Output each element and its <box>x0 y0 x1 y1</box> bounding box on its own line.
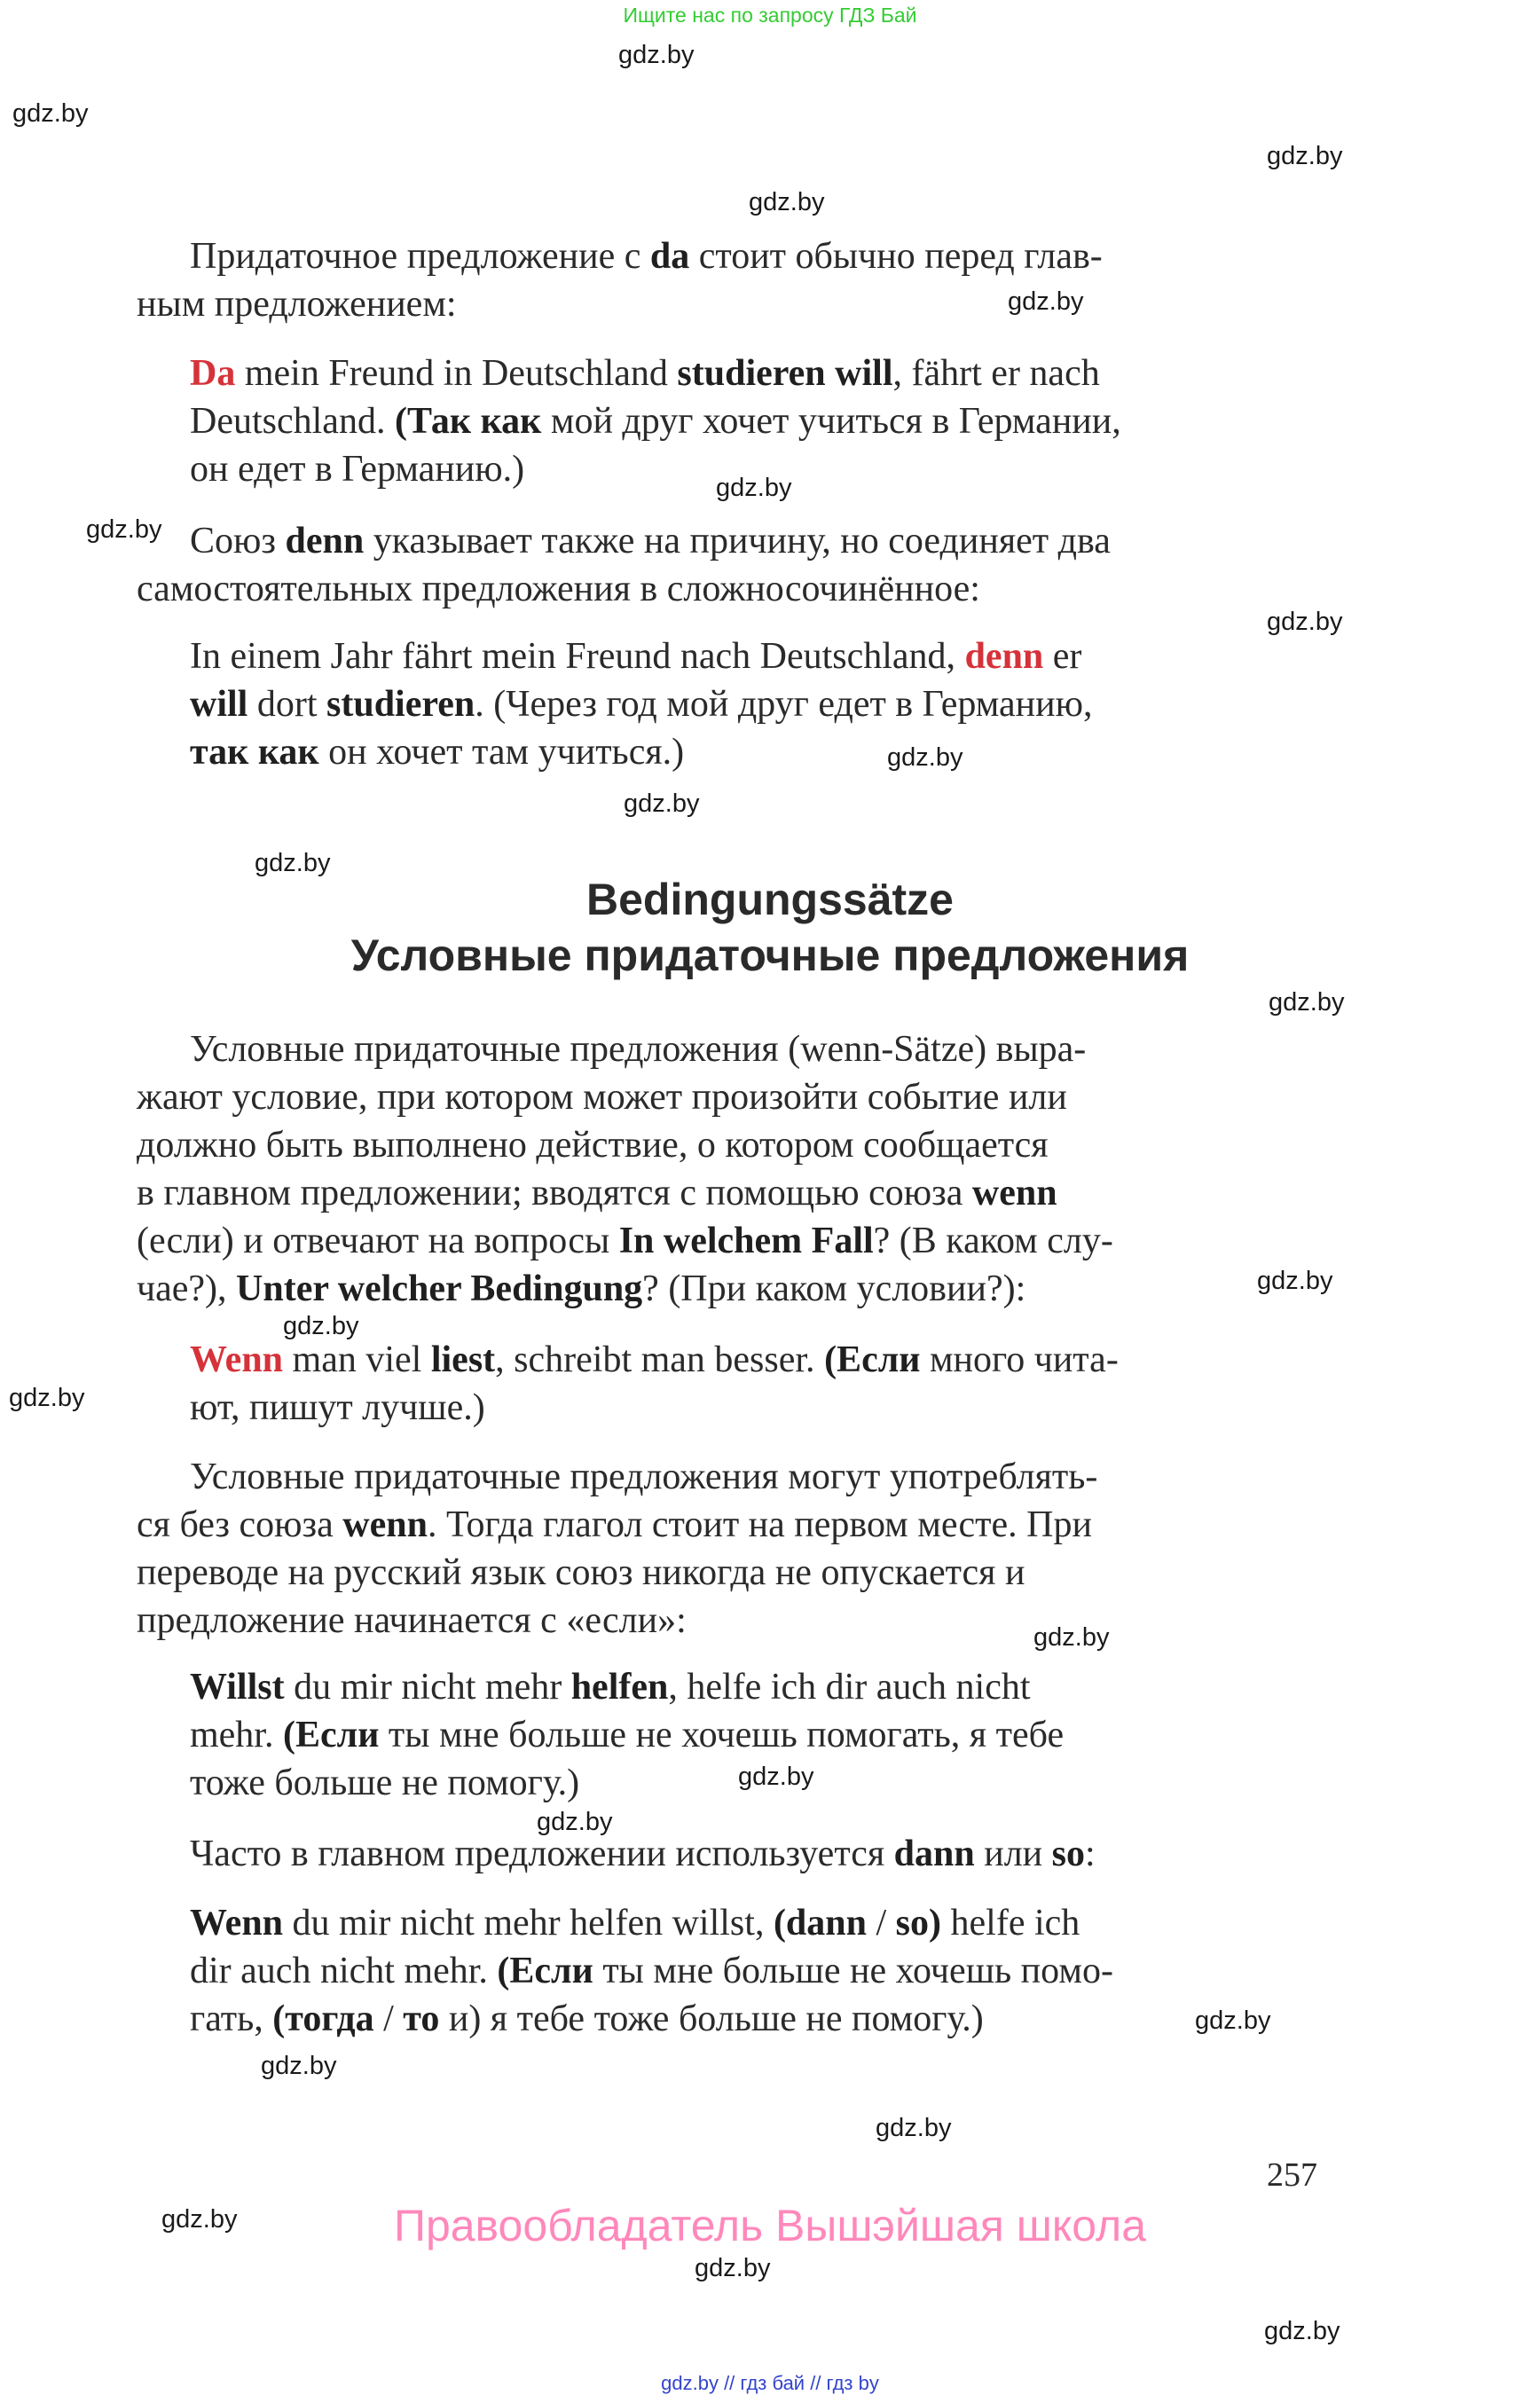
watermark: gdz.by <box>283 1312 359 1340</box>
watermark: gdz.by <box>537 1808 613 1836</box>
example-dann-so: Wenn du mir nicht mehr helfen willst, (dann / so) helfe ich dir auch nicht mehr. (Если ты мне больше не хочешь помо- гать, (тогда / то и) я тебе тоже больше не помогу.) <box>190 1903 1113 2039</box>
example-willst: Willst du mir nicht mehr helfen, helfe ich dir auch nicht mehr. (Если ты мне больше не хочешь помогать, я тебе тоже больше не помогу.) <box>190 1667 1065 1803</box>
watermark: gdz.by <box>716 474 792 502</box>
watermark: gdz.by <box>1267 142 1343 170</box>
copyright-notice: Правообладатель Вышэйшая школа <box>394 2201 1146 2250</box>
section-heading-russian: Условные придаточные предложения <box>350 931 1190 980</box>
watermark: gdz.by <box>1264 2317 1340 2345</box>
paragraph-denn: Союз denn указывает также на причину, но соединяет два самостоятельных предложения в сложносочинённое: <box>137 521 1111 609</box>
paragraph-wenn-intro: Условные придаточные предложения (wenn-Sätze) выра- жают условие, при котором может произойти событие или должно быть выполнено действие, о котором сообщается в главном предложении; вводятся с помощью союза wenn (если) и отвечают на вопросы In welchem Fall? (В каком слу- чае?), Unter welcher Bedingung? (При каком условии?): <box>137 1029 1113 1309</box>
watermark: gdz.by <box>887 743 963 772</box>
watermark: gdz.by <box>749 188 825 216</box>
example-wenn: Wenn man viel liest, schreibt man besser. (Если много чита- ют, пишут лучше.) <box>190 1339 1119 1428</box>
watermark: gdz.by <box>618 41 695 69</box>
watermark: gdz.by <box>1269 988 1345 1017</box>
watermark: gdz.by <box>12 99 89 128</box>
paragraph-da: Придаточное предложение с da стоит обычно перед глав- ным предложением: <box>137 236 1103 325</box>
watermark: gdz.by <box>1267 608 1343 636</box>
watermark: gdz.by <box>1195 2006 1271 2035</box>
paragraph-dann-so: Часто в главном предложении используется dann или so: <box>190 1834 1096 1874</box>
watermark: gdz.by <box>1257 1267 1333 1295</box>
example-denn: In einem Jahr fährt mein Freund nach Deutschland, denn er will dort studieren. (Через год мой друг едет в Германию, так как он хочет там учиться.) <box>190 636 1093 773</box>
page-number: 257 <box>1267 2156 1317 2194</box>
watermark: gdz.by <box>255 849 331 877</box>
watermark: gdz.by <box>624 789 700 818</box>
search-banner: Ищите нас по запросу ГДЗ Бай <box>623 4 917 27</box>
watermark: gdz.by <box>1033 1623 1110 1652</box>
section-heading-german: Bedingungssätze <box>586 875 954 924</box>
watermark: gdz.by <box>876 2114 952 2142</box>
paragraph-without-wenn: Условные придаточные предложения могут употреблять- ся без союза wenn. Тогда глагол стоит на первом месте. При переводе на русский язык союз никогда не опускается и предложение начинается с «если»: <box>137 1457 1098 1641</box>
watermark: gdz.by <box>695 2254 771 2282</box>
watermark: gdz.by <box>161 2205 238 2234</box>
footer-links[interactable]: gdz.by // гдз бай // гдз by <box>661 2372 879 2394</box>
watermark: gdz.by <box>9 1384 85 1412</box>
watermark: gdz.by <box>261 2052 337 2080</box>
example-da: Da mein Freund in Deutschland studieren will, fährt er nach Deutschland. (Так как мой друг хочет учиться в Германии, он едет в Германию.) <box>190 353 1121 490</box>
watermark: gdz.by <box>1008 287 1084 316</box>
watermark: gdz.by <box>738 1763 814 1791</box>
watermark: gdz.by <box>86 515 162 544</box>
